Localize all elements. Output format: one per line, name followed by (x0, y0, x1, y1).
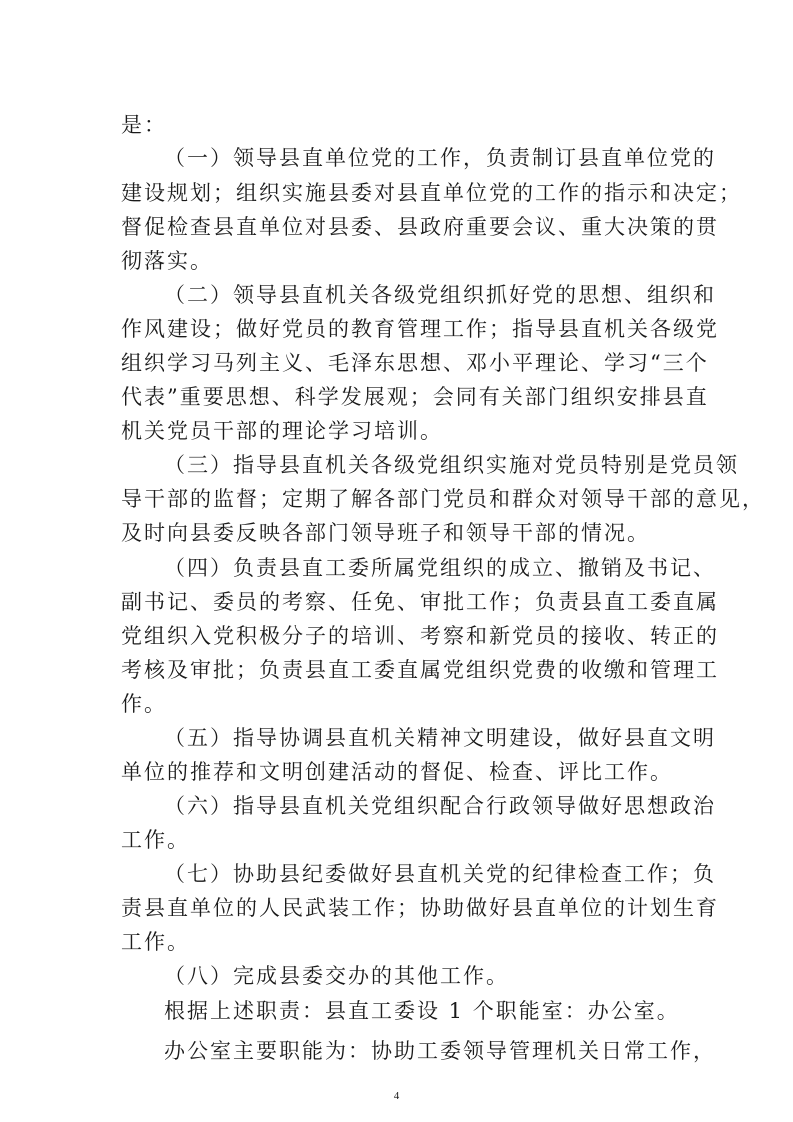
text-line: 彻落实。 (121, 249, 213, 273)
text-line: （七）协助县纪委做好县直机关党的纪律检查工作；负 (164, 862, 716, 886)
text-line: 工作。 (121, 828, 190, 852)
text-line: （二）领导县直机关各级党组织抓好党的思想、组织和 (164, 283, 716, 307)
text-line: 是： (121, 113, 167, 137)
page-number: 4 (393, 1090, 400, 1102)
text-line: 及时向县委反映各部门领导班子和领导干部的情况。 (121, 521, 650, 545)
text-line: 作。 (121, 692, 167, 716)
text-line: 导干部的监督；定期了解各部门党员和群众对领导干部的意见， (121, 487, 765, 511)
text-line: 责县直单位的人民武装工作；协助做好县直单位的计划生育 (121, 896, 719, 920)
text-line: 副书记、委员的考察、任免、审批工作；负责县直工委直属 (121, 590, 719, 614)
text-line: 根据上述职责：县直工委设 1 个职能室：办公室。 (164, 999, 680, 1023)
text-line: 机关党员干部的理论学习培训。 (121, 419, 443, 443)
text-line: 督促检查县直单位对县委、县政府重要会议、重大决策的贯 (121, 215, 719, 239)
text-line: （三）指导县直机关各级党组织实施对党员特别是党员领 (164, 453, 739, 477)
text-line: 工作。 (121, 930, 190, 954)
text-line: 单位的推荐和文明创建活动的督促、检查、评比工作。 (121, 760, 673, 784)
text-line: 建设规划；组织实施县委对县直单位党的工作的指示和决定； (121, 181, 742, 205)
text-line: （八）完成县委交办的其他工作。 (164, 964, 509, 988)
text-line: 组织学习马列主义、毛泽东思想、邓小平理论、学习“三个 (121, 351, 709, 375)
text-line: 代表”重要思想、科学发展观；会同有关部门组织安排县直 (121, 385, 709, 409)
text-line: （五）指导协调县直机关精神文明建设，做好县直文明 (164, 726, 716, 750)
text-line: 作风建设；做好党员的教育管理工作；指导县直机关各级党 (121, 317, 719, 341)
text-line: 办公室主要职能为：协助工委领导管理机关日常工作， (164, 1039, 716, 1063)
text-line: 考核及审批；负责县直工委直属党组织党费的收缴和管理工 (121, 658, 719, 682)
text-line: （四）负责县直工委所属党组织的成立、撤销及书记、 (164, 556, 716, 580)
text-line: （一）领导县直单位党的工作，负责制订县直单位党的 (164, 146, 716, 170)
text-line: （六）指导县直机关党组织配合行政领导做好思想政治 (164, 794, 716, 818)
text-line: 党组织入党积极分子的培训、考察和新党员的接收、转正的 (121, 624, 719, 648)
